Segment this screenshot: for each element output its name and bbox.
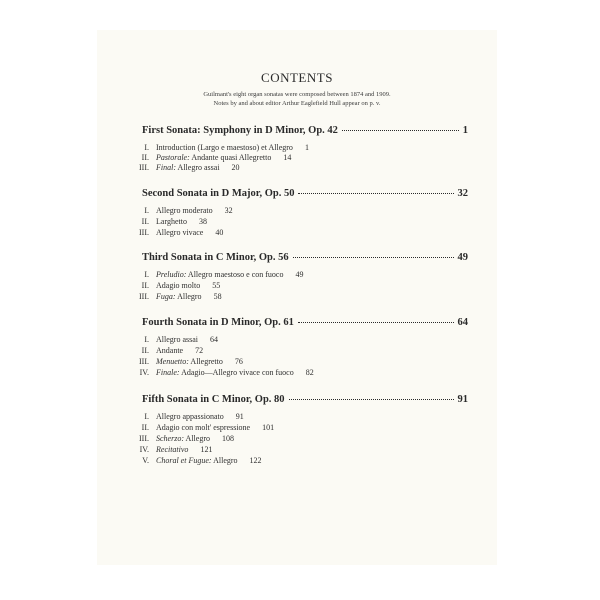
movement-number: II. — [141, 217, 149, 226]
movement-page: 1 — [304, 143, 309, 152]
movement-number: IV. — [139, 368, 149, 377]
movement-italic: Preludio: — [156, 270, 187, 279]
movement-italic: Choral et Fugue: — [156, 456, 212, 465]
movement-number: II. — [141, 346, 149, 355]
movement-page: 32 — [224, 206, 233, 215]
movement-page: 91 — [235, 412, 244, 421]
movement-number: I. — [144, 270, 149, 279]
movement-italic: Pastorale: — [156, 153, 190, 162]
movement-title: Allegro vivace — [156, 228, 204, 237]
movement-italic: Menuetto: — [156, 357, 189, 366]
movement-title: Allegro — [184, 434, 210, 443]
movement-title: Allegro moderato — [156, 206, 213, 215]
movement-title: Allegro — [175, 292, 202, 301]
movement-title: Allegro appassionato — [156, 412, 224, 421]
sonata-title: Fourth Sonata in D Minor, Op. 61 — [142, 317, 294, 328]
movement-page: 38 — [198, 217, 207, 226]
document-page — [97, 30, 497, 565]
dot-leader — [289, 399, 454, 400]
movement-page: 58 — [213, 292, 222, 301]
movement-number: III. — [139, 163, 149, 172]
sonata-page: 1 — [462, 125, 468, 136]
movement-page: 82 — [305, 368, 314, 377]
intro-note-line-2: Notes by and about editor Arthur Eaglefield Hull appear on p. v. — [213, 100, 381, 107]
movement-title: Allegro maestoso e con fuoco — [186, 270, 284, 279]
movement-italic: Recitativo — [156, 445, 189, 454]
movement-title: Larghetto — [156, 217, 187, 226]
movement-page: 14 — [283, 153, 292, 162]
movement-page: 76 — [234, 357, 243, 366]
sonata-heading-4 — [142, 317, 468, 328]
sonata-title: Second Sonata in D Major, Op. 50 — [142, 188, 295, 199]
page-title: CONTENTS — [261, 70, 333, 85]
movement-title: Allegretto — [188, 357, 223, 366]
movement-page: 40 — [215, 228, 224, 237]
movement-title: Andante quasi Allegretto — [189, 153, 272, 162]
movement-page: 101 — [262, 423, 275, 432]
movement-title: Adagio molto — [156, 281, 201, 290]
sonata-heading-1 — [142, 125, 468, 136]
movement-title: Adagio—Allegro vivace con fuoco — [179, 368, 294, 377]
sonata-heading-2 — [142, 188, 468, 199]
movement-page: 108 — [222, 434, 234, 443]
movement-italic: Final: — [156, 163, 176, 172]
sonata-page: 32 — [457, 188, 468, 199]
sonata-title: Third Sonata in C Minor, Op. 56 — [142, 252, 289, 263]
dot-leader — [342, 130, 459, 131]
movement-number: III. — [139, 434, 149, 443]
movement-page: 122 — [249, 456, 262, 465]
sonata-heading-5 — [142, 394, 468, 405]
movement-title: Allegro — [211, 456, 238, 465]
dot-leader — [293, 257, 454, 258]
movement-title: Adagio con molt' espressione — [156, 423, 251, 432]
movement-italic: Fuga: — [156, 292, 176, 301]
intro-note-line-1: Guilmant's eight organ sonatas were composed between 1874 and 1909. — [203, 91, 391, 98]
movement-italic: Finale: — [156, 368, 180, 377]
sonata-page: 49 — [457, 252, 468, 263]
movement-number: I. — [144, 335, 149, 344]
movement-title: Allegro assai — [176, 163, 220, 172]
movement-number: II. — [141, 153, 149, 162]
dot-leader — [298, 322, 454, 323]
movement-title: Allegro assai — [156, 335, 198, 344]
movement-page: 72 — [195, 346, 204, 355]
sonata-title: Fifth Sonata in C Minor, Op. 80 — [142, 394, 285, 405]
movement-italic: Scherzo: — [156, 434, 184, 443]
sonata-heading-3 — [142, 252, 468, 263]
movement-number: II. — [141, 281, 149, 290]
movement-page: 49 — [295, 270, 304, 279]
sonata-page: 64 — [457, 317, 468, 328]
sonata-title: First Sonata: Symphony in D Minor, Op. 42 — [142, 125, 338, 136]
movement-title: Andante — [156, 346, 184, 355]
movement-page: 64 — [210, 335, 218, 344]
movement-number: I. — [144, 143, 149, 152]
movement-title: Introduction (Largo e maestoso) et Allegro — [156, 143, 293, 152]
movement-page: 20 — [231, 163, 240, 172]
movement-number: I. — [144, 412, 149, 421]
movement-page: 55 — [212, 281, 221, 290]
sonata-page: 91 — [457, 394, 468, 405]
movement-number: III. — [139, 228, 149, 237]
movement-number: I. — [144, 206, 149, 215]
dot-leader — [298, 193, 453, 194]
movement-number: V. — [142, 456, 149, 465]
movement-page: 121 — [200, 445, 213, 454]
movement-number: IV. — [139, 445, 149, 454]
movement-number: III. — [139, 292, 149, 301]
movement-number: III. — [139, 357, 149, 366]
movement-number: II. — [141, 423, 149, 432]
